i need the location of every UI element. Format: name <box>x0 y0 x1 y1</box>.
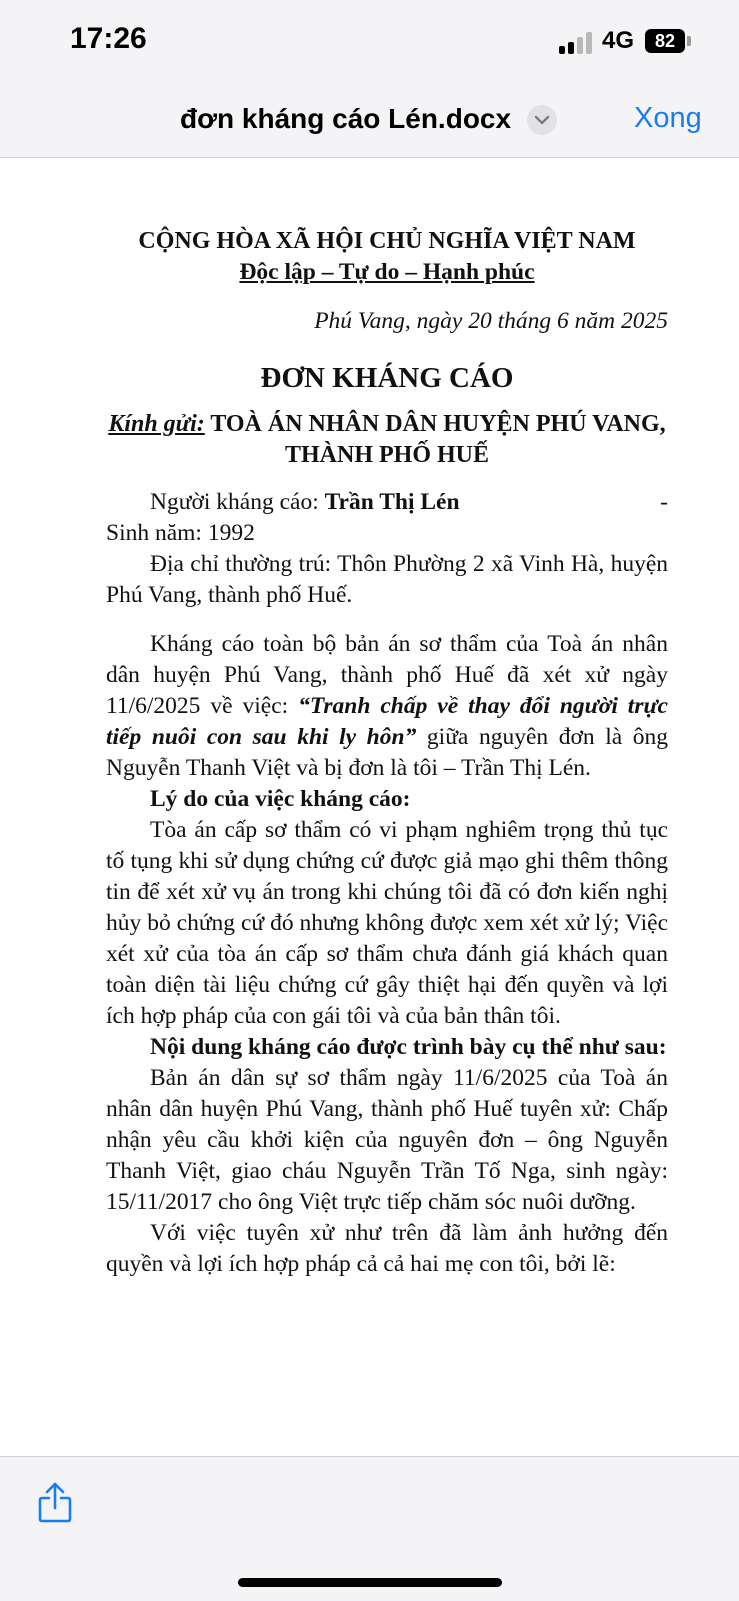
appellant-dash: - <box>660 489 668 515</box>
appeal-paragraph <box>106 629 668 784</box>
document-heading: ĐƠN KHÁNG CÁO <box>260 362 514 394</box>
reason-paragraph: Tòa án cấp sơ thẩm có vi phạm nghiêm trọng thủ tục tố tụng khi sử dụng chứng cứ được giả mạo ghi thêm thông tin để xét xử vụ án trong khi chúng tôi đã có đơn kiến nghị hủy bỏ chứng cứ đó nhưng không được xem xét xử lý; Việc xét xử của tòa án cấp sơ thẩm chưa đánh giá khách quan toàn diện tài liệu chứng cứ gây thiệt hại đến quyền và lợi ích hợp pháp của con gái tôi và của bản thân tôi. <box>106 817 668 1029</box>
recipient-block <box>106 409 668 471</box>
appellant-label: Người kháng cáo: <box>150 489 319 515</box>
status-time: 17:26 <box>70 22 147 55</box>
date-line: Phú Vang, ngày 20 tháng 6 năm 2025 <box>314 308 668 334</box>
recipient-label: Kính gửi: <box>108 411 205 437</box>
nav-bar <box>0 85 739 158</box>
status-bar <box>0 0 739 85</box>
appellant-line <box>106 487 668 518</box>
title-menu-button[interactable] <box>527 105 557 135</box>
appellant-name: Trần Thị Lén <box>324 489 460 515</box>
content-paragraph-2: Với việc tuyên xử như trên đã làm ảnh hưởng đến quyền và lợi ích hợp pháp cả cả hai mẹ con tôi, bởi lẽ: <box>106 1220 668 1277</box>
bottom-toolbar <box>0 1456 739 1601</box>
home-indicator[interactable] <box>238 1578 502 1587</box>
share-icon <box>36 1481 74 1523</box>
done-button[interactable]: Xong <box>634 102 702 134</box>
chevron-down-icon <box>534 114 550 126</box>
battery-cap <box>687 36 691 46</box>
share-button[interactable] <box>36 1481 74 1528</box>
national-motto: Độc lập – Tự do – Hạnh phúc <box>239 259 535 285</box>
document-page <box>106 218 668 1280</box>
reason-heading: Lý do của việc kháng cáo: <box>150 786 411 812</box>
case-subject: “Tranh chấp về thay đổi người trực tiếp nuôi con sau khi ly hôn” <box>106 693 668 750</box>
document-title[interactable]: đơn kháng cáo Lén.docx <box>180 103 512 134</box>
content-paragraph-1: Bản án dân sự sơ thẩm ngày 11/6/2025 của Toà án nhân dân huyện Phú Vang, thành phố Huế tuyên xử: Chấp nhận yêu cầu khởi kiện của nguyên đơn – ông Nguyễn Thanh Việt, giao cháu Nguyễn Trần Tố Nga, sinh ngày: 15/11/2017 cho ông Việt trực tiếp chăm sóc nuôi dưỡng. <box>106 1065 668 1215</box>
cellular-signal-icon <box>559 30 595 54</box>
appeal-text-start: Kháng cáo toàn bộ bản án sơ thẩm của Toà án nhân dân huyện Phú Vang, thành phố Huế đã xét xử ngày 11/6/2025 về việc: <box>106 631 668 719</box>
nation-header: CỘNG HÒA XÃ HỘI CHỦ NGHĨA VIỆT NAM <box>138 228 636 254</box>
appeal-text-end: giữa nguyên đơn là ông Nguyễn Thanh Việt và bị đơn là tôi – Trần Thị Lén. <box>106 724 669 781</box>
birth-year: Sinh năm: 1992 <box>106 520 255 546</box>
address-paragraph: Địa chỉ thường trú: Thôn Phường 2 xã Vinh Hà, huyện Phú Vang, thành phố Huế. <box>106 551 668 608</box>
recipient-name: TOÀ ÁN NHÂN DÂN HUYỆN PHÚ VANG, THÀNH PHỐ HUẾ <box>210 411 666 468</box>
battery-icon: 82 <box>645 29 685 53</box>
network-type: 4G <box>602 27 635 54</box>
content-heading: Nội dung kháng cáo được trình bày cụ thể như sau: <box>150 1034 667 1060</box>
